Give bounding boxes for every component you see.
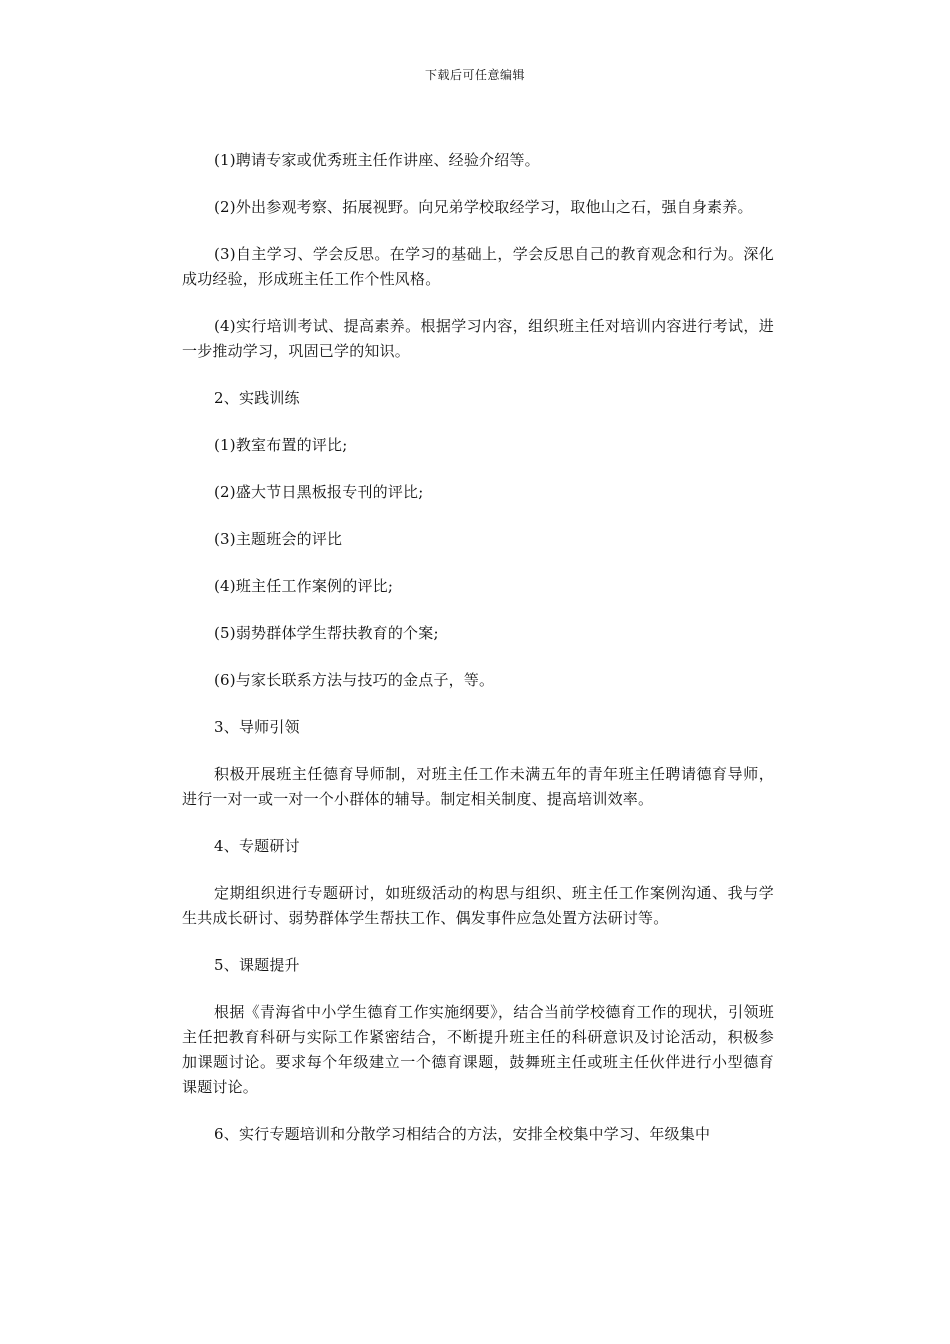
paragraph-1-4: (4)实行培训考试、提高素养。根据学习内容，组织班主任对培训内容进行考试，进一步推动学习，巩固已学的知识。 [182,317,774,360]
list-item-2: (2)盛大节日黑板报专刊的评比; [214,483,424,501]
paragraph-research: 根据《青海省中小学生德育工作实施纲要》，结合当前学校德育工作的现状，引领班主任把教育科研与实际工作紧密结合，不断提升班主任的科研意识及讨论活动，积极参加课题讨论。要求每个年级建立一个德育课题，鼓舞班主任或班主任伙伴进行小型德育课题讨论。 [182,1003,774,1096]
document-body [182,148,774,1169]
paragraph-1-3: (3)自主学习、学会反思。在学习的基础上，学会反思自己的教育观念和行为。深化成功经验，形成班主任工作个性风格。 [182,245,774,288]
list-item-6: (6)与家长联系方法与技巧的金点子，等。 [214,671,495,689]
list-item-3: (3)主题班会的评比 [214,530,343,548]
section-heading-mentor: 3、导师引领 [214,718,300,736]
list-item-4: (4)班主任工作案例的评比; [214,577,394,595]
list-item-5: (5)弱势群体学生帮扶教育的个案; [214,624,439,642]
section-heading-seminar: 4、专题研讨 [214,837,300,855]
paragraph-1-1: (1)聘请专家或优秀班主任作讲座、经验介绍等。 [214,151,540,169]
list-item-1: (1)教室布置的评比; [214,436,348,454]
section-heading-research: 5、课题提升 [214,956,300,974]
paragraph-1-2: (2)外出参观考察、拓展视野。向兄弟学校取经学习，取他山之石，强自身素养。 [214,198,753,216]
section-heading-practice: 2、实践训练 [214,389,300,407]
section-heading-training: 6、实行专题培训和分散学习相结合的方法，安排全校集中学习、年级集中 [214,1125,711,1143]
page-header: 下载后可任意编辑 [424,68,525,82]
paragraph-seminar: 定期组织进行专题研讨，如班级活动的构思与组织、班主任工作案例沟通、我与学生共成长研讨、弱势群体学生帮扶工作、偶发事件应急处置方法研讨等。 [182,884,774,927]
paragraph-mentor: 积极开展班主任德育导师制，对班主任工作未满五年的青年班主任聘请德育导师，进行一对一或一对一个小群体的辅导。制定相关制度、提高培训效率。 [182,765,774,808]
